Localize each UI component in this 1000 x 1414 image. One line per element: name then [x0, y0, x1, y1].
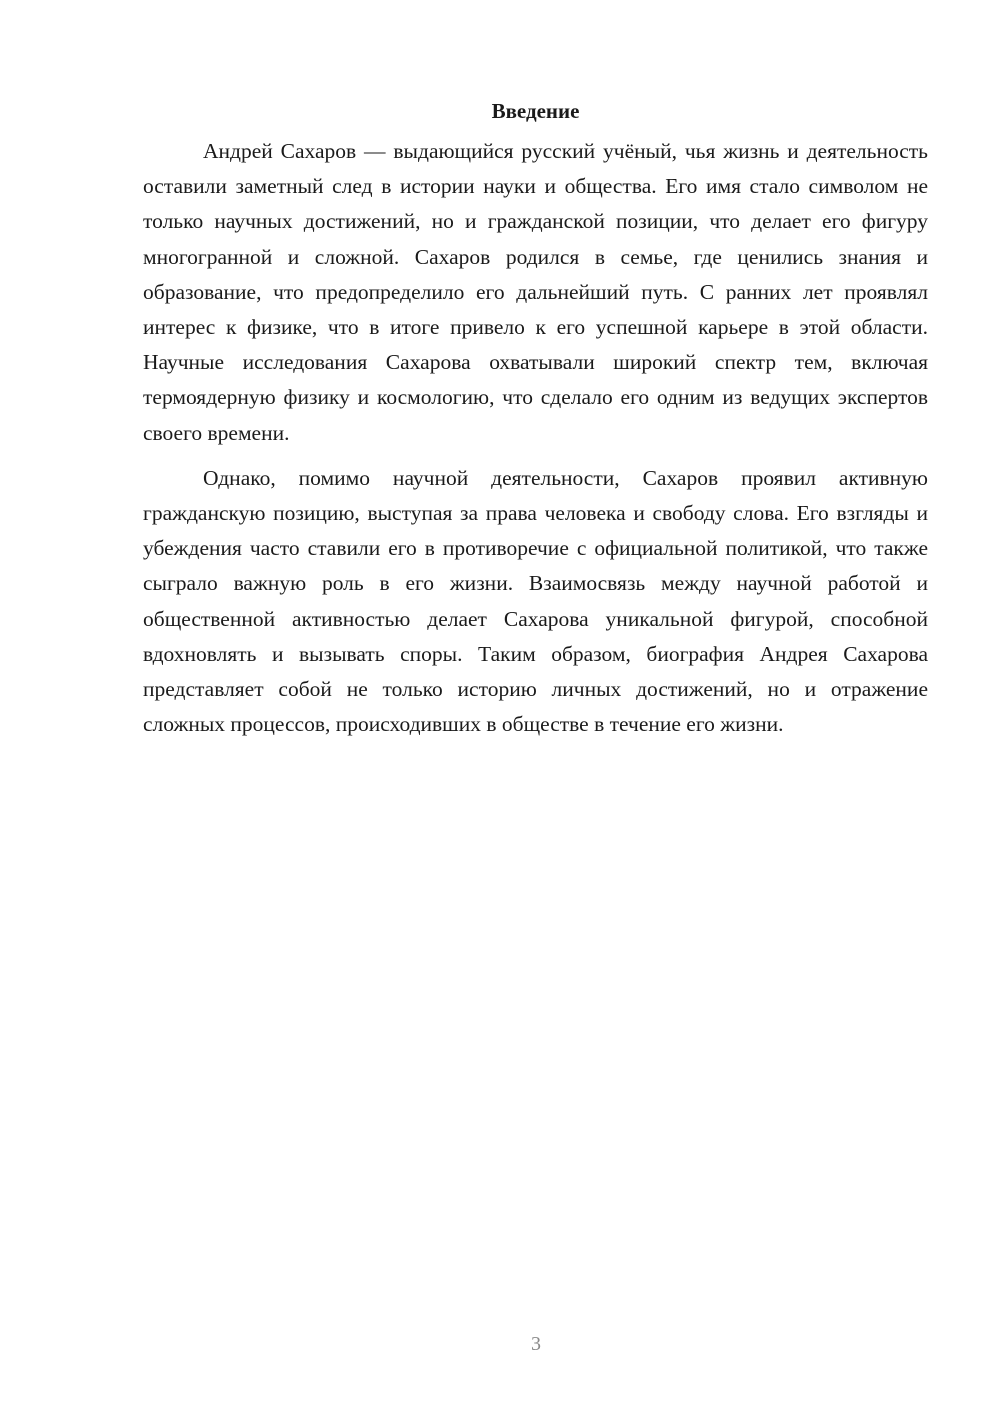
paragraph-1: Андрей Сахаров — выдающийся русский учёный, чья жизнь и деятельность оставили заметный след в истории науки и общества. Его имя стало символом не только научных достижений, но и гражданской позиции, что делает его фигуру многогранной и сложной. Сахаров родился в семье, где ценились знания и образование, что предопределило его дальнейший путь. С ранних лет проявлял интерес к физике, что в итоге привело к его успешной карьере в этой области. Научные исследования Сахарова охватывали широкий спектр тем, включая термоядерную физику и космологию, что сделало его одним из ведущих экспертов своего времени.	[143, 139, 928, 445]
paragraph-2: Однако, помимо научной деятельности, Сахаров проявил активную гражданскую позицию, выступая за права человека и свободу слова. Его взгляды и убеждения часто ставили его в противоречие с официальной политикой, что также сыграло важную роль в его жизни. Взаимосвязь между научной работой и общественной активностью делает Сахарова уникальной фигурой, способной вдохновлять и вызывать споры. Таким образом, биография Андрея Сахарова представляет собой не только историю личных достижений, но и отражение сложных процессов, происходивших в обществе в течение его жизни.	[143, 465, 928, 737]
page-content	[143, 96, 928, 742]
page-number: 3	[531, 1333, 541, 1355]
section-heading: Введение	[491, 99, 580, 123]
